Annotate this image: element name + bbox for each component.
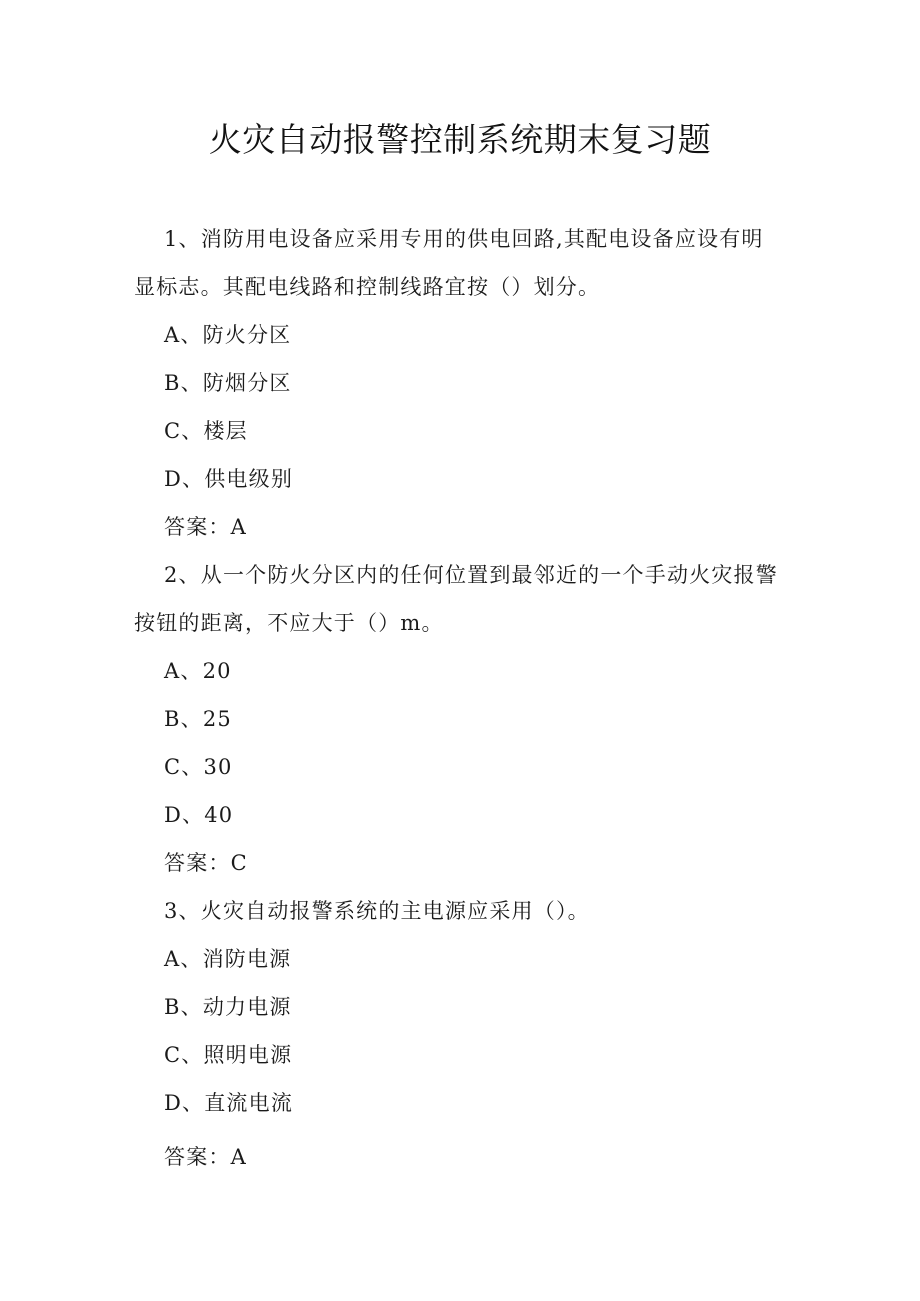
option-a: A、20 [164,659,232,683]
question-text: 1、消防用电设备应采用专用的供电回路,其配电设备应设有明显标志。其配电线路和控制线路宜按（）划分。 [134,227,764,299]
option-c: C、楼层 [164,419,248,443]
question-text: 2、从一个防火分区内的任何位置到最邻近的一个手动火灾报警按钮的距离，不应大于（）m。 [134,563,778,635]
option-b: B、防烟分区 [164,371,292,395]
option-d: D、供电级别 [164,467,294,491]
option-a: A、消防电源 [164,947,292,971]
question-block [134,215,784,551]
option-d: D、40 [164,803,234,827]
question-block [134,887,784,1181]
option-c: C、照明电源 [164,1043,293,1067]
question-block [134,551,784,887]
question-list [134,215,784,1181]
option-d: D、直流电流 [164,1091,294,1115]
option-a: A、防火分区 [164,323,292,347]
answer: 答案：C [164,851,248,875]
question-text: 3、火灾自动报警系统的主电源应采用（）。 [164,899,590,923]
option-c: C、30 [164,755,233,779]
answer: 答案：A [164,515,247,539]
option-b: B、25 [164,707,232,731]
option-b: B、动力电源 [164,995,292,1019]
answer: 答案：A [164,1145,247,1169]
page-title: 火灾自动报警控制系统期末复习题 [208,120,712,159]
